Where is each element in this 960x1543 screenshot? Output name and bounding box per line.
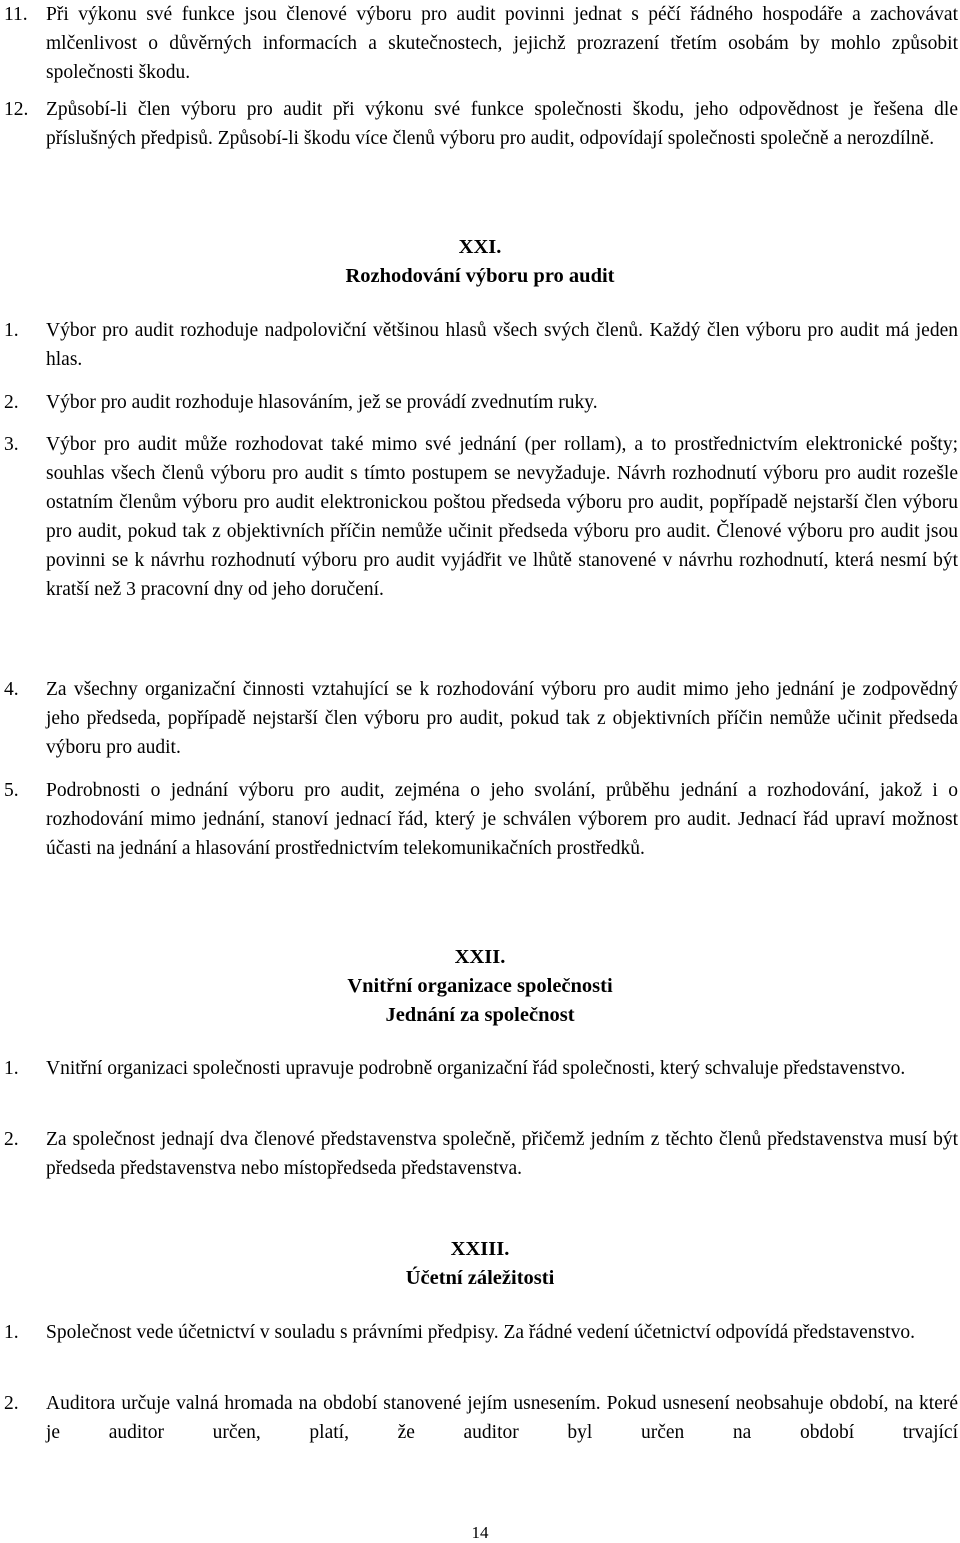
paragraph-number: 1. bbox=[4, 1322, 19, 1343]
section-xxiii-number: XXIII. bbox=[450, 1238, 510, 1260]
paragraph-number: 11. bbox=[4, 4, 28, 25]
xxii-item-1 bbox=[0, 1054, 960, 1083]
paragraph-text: Výbor pro audit rozhoduje hlasováním, jež se provádí zvednutím ruky. bbox=[46, 392, 598, 413]
page-number: 14 bbox=[471, 1523, 489, 1542]
paragraph-text: Vnitřní organizaci společnosti upravuje podrobně organizační řád společnosti, který schvaluje představenstvo. bbox=[46, 1058, 906, 1079]
section-xxi-number: XXI. bbox=[458, 236, 502, 258]
paragraph-text: Za společnost jednají dva členové představenstva společně, přičemž jedním z těchto členů představenstva musí být předseda představenstva nebo místopředseda představenstva. bbox=[46, 1129, 958, 1179]
xxiii-item-1 bbox=[0, 1318, 960, 1347]
xxi-item-1 bbox=[0, 316, 960, 374]
paragraph-text: Způsobí-li člen výboru pro audit při výkonu své funkce společnosti škodu, jeho odpovědnost je řešena dle příslušných předpisů. Způsobí-li škodu více členů výboru pro audit, odpovídají společnosti společně a nerozdílně. bbox=[46, 99, 958, 149]
paragraph-number: 4. bbox=[4, 679, 19, 700]
xxi-item-3 bbox=[0, 430, 960, 604]
paragraph-text: Za všechny organizační činnosti vztahující se k rozhodování výboru pro audit mimo jeho jednání je zodpovědný jeho předseda, popřípadě nejstarší člen výboru pro audit, pokud tak z objektivních příčin nemůže učinit předseda výboru pro audit. bbox=[46, 679, 958, 758]
section-xxii-title: Vnitřní organizace společnosti bbox=[347, 975, 613, 997]
section-xxi-title: Rozhodování výboru pro audit bbox=[345, 265, 615, 287]
paragraph-text: Auditora určuje valná hromada na období stanovené jejím usnesením. Pokud usnesení neobsahuje období, na které je auditor určen, platí, že auditor byl určen na období trvající bbox=[46, 1393, 958, 1443]
paragraph-number: 12. bbox=[4, 99, 29, 120]
paragraph-number: 1. bbox=[4, 1058, 19, 1079]
paragraph-text: Výbor pro audit rozhoduje nadpoloviční většinou hlasů všech svých členů. Každý člen výboru pro audit má jeden hlas. bbox=[46, 320, 958, 370]
section-xxiii-title: Účetní záležitosti bbox=[405, 1267, 555, 1289]
paragraph-number: 1. bbox=[4, 320, 19, 341]
paragraph-12 bbox=[0, 95, 960, 153]
xxii-item-2 bbox=[0, 1125, 960, 1183]
paragraph-number: 2. bbox=[4, 1129, 19, 1150]
xxi-item-2 bbox=[0, 388, 960, 417]
section-xxii-subtitle: Jednání za společnost bbox=[385, 1004, 575, 1026]
paragraph-number: 3. bbox=[4, 434, 19, 455]
paragraph-number: 5. bbox=[4, 780, 19, 801]
paragraph-number: 2. bbox=[4, 392, 19, 413]
paragraph-text: Podrobnosti o jednání výboru pro audit, zejména o jeho svolání, průběhu jednání a rozhodování, jakož i o rozhodování mimo jednání, stanoví jednací řád, který je schválen výborem pro audit. Jednací řád upraví možnost účasti na jednání a hlasování prostřednictvím telekomunikačních prostředků. bbox=[46, 780, 958, 859]
paragraph-11 bbox=[0, 0, 960, 87]
paragraph-number: 2. bbox=[4, 1393, 19, 1414]
paragraph-text: Společnost vede účetnictví v souladu s právními předpisy. Za řádné vedení účetnictví odpovídá představenstvo. bbox=[46, 1322, 915, 1343]
paragraph-text: Výbor pro audit může rozhodovat také mimo své jednání (per rollam), a to prostřednictvím elektronické pošty; souhlas všech členů výboru pro audit s tímto postupem se nevyžaduje. Návrh rozhodnutí výboru pro audit rozešle ostatním členům výboru pro audit elektronickou poštou předseda výboru pro audit, popřípadě nejstarší člen výboru pro audit, pokud tak z objektivních příčin nemůže učinit předseda výboru pro audit. Členové výboru pro audit jsou povinni se k návrhu rozhodnutí výboru pro audit vyjádřit ve lhůtě stanovené v návrhu rozhodnutí, která nesmí být kratší než 3 pracovní dny od jeho doručení. bbox=[46, 434, 958, 600]
xxi-item-4 bbox=[0, 675, 960, 762]
paragraph-text: Při výkonu své funkce jsou členové výboru pro audit povinni jednat s péčí řádného hospodáře a zachovávat mlčenlivost o důvěrných informacích a skutečnostech, jejichž prozrazení třetím osobám by mohlo způsobit společnosti škodu. bbox=[46, 4, 958, 83]
xxiii-item-2 bbox=[0, 1389, 960, 1447]
section-xxii-number: XXII. bbox=[454, 946, 506, 968]
xxi-item-5 bbox=[0, 776, 960, 863]
